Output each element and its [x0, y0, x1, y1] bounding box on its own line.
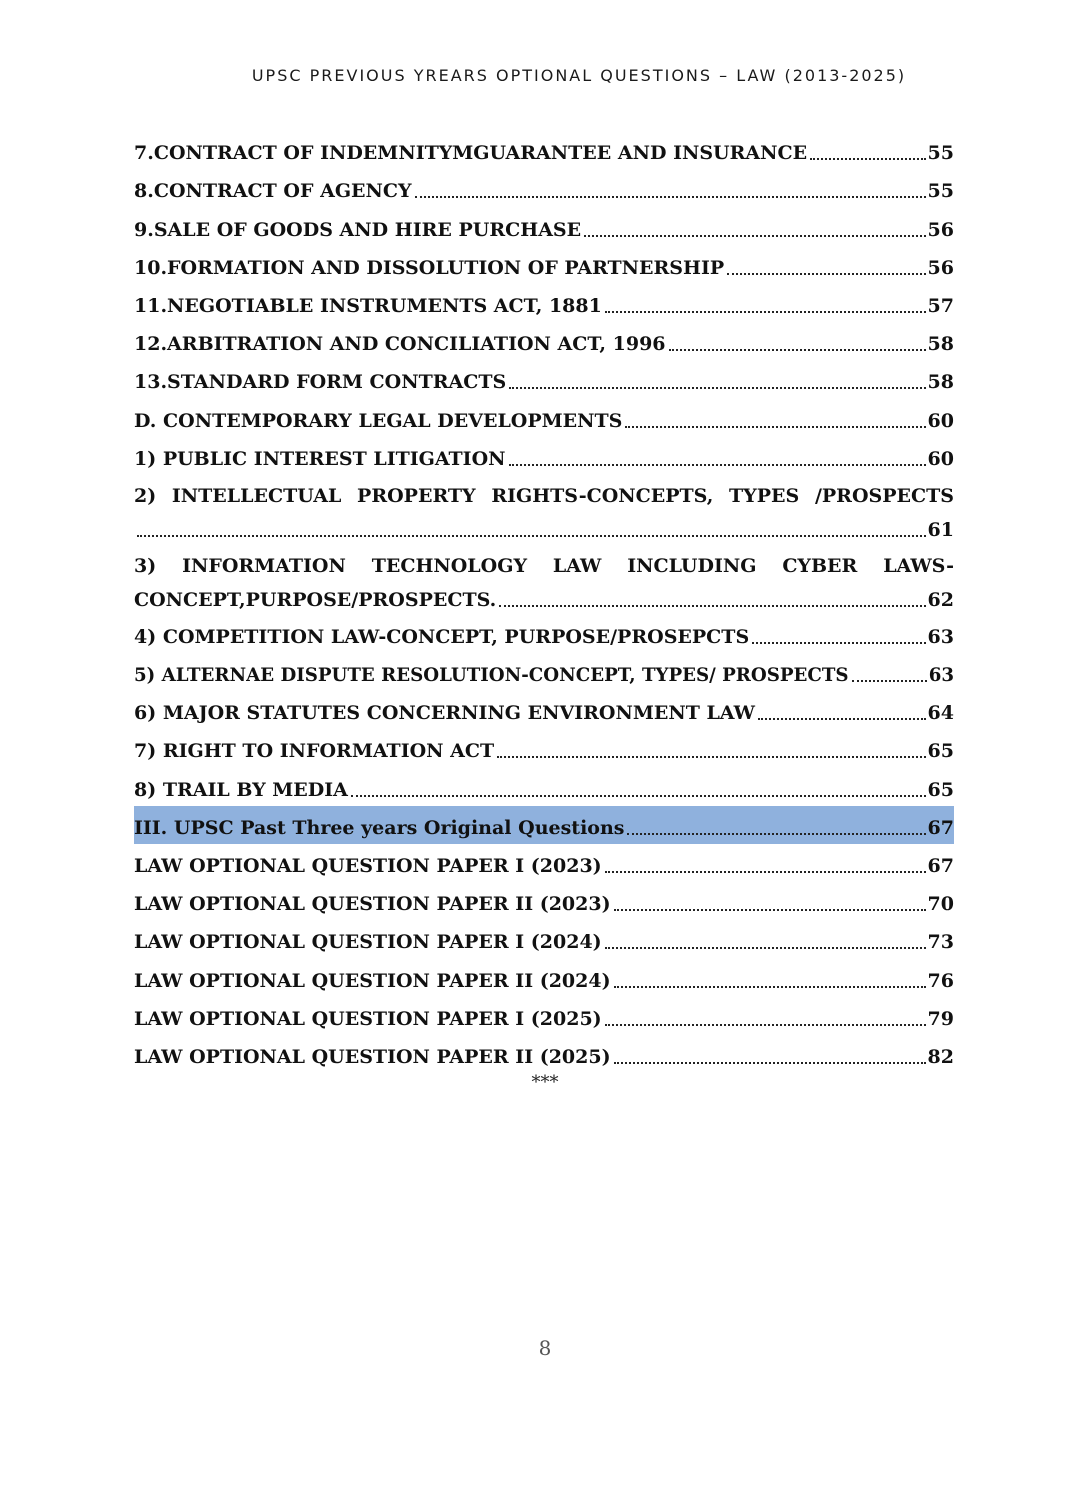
- toc-entry-title: 2) INTELLECTUAL PROPERTY RIGHTS-CONCEPTS, TYPES /PROSPECTS: [134, 484, 954, 507]
- leader-dots: [852, 680, 927, 682]
- toc-entry[interactable]: [134, 246, 954, 284]
- toc-entry-title: 11.NEGOTIABLE INSTRUMENTS ACT, 1881: [134, 294, 602, 317]
- toc-entry-page: 65: [927, 740, 954, 763]
- toc-entry-page: 63: [927, 625, 954, 648]
- section-separator: ***: [531, 1072, 559, 1093]
- toc-entry-page: 61: [927, 518, 954, 541]
- toc-entry[interactable]: [134, 844, 954, 882]
- toc-entry[interactable]: [134, 169, 954, 207]
- toc-entry[interactable]: [134, 882, 954, 920]
- toc-entry-title: 5) ALTERNAE DISPUTE RESOLUTION-CONCEPT, TYPES/ PROSPECTS: [134, 665, 849, 687]
- leader-dots: [605, 871, 926, 873]
- toc-entry-title: 7.CONTRACT OF INDEMNITYMGUARANTEE AND INSURANCE: [134, 142, 808, 165]
- toc-entry[interactable]: [134, 729, 954, 767]
- toc-entry[interactable]: [134, 920, 954, 958]
- toc-entry-title: 12.ARBITRATION AND CONCILIATION ACT, 1996: [134, 333, 666, 356]
- toc-entry[interactable]: [134, 545, 954, 615]
- toc-entry-page: 56: [927, 218, 954, 241]
- toc-entry[interactable]: [134, 284, 954, 322]
- toc-entry-title: 9.SALE OF GOODS AND HIRE PURCHASE: [134, 218, 582, 241]
- leader-dots: [669, 349, 926, 351]
- toc-entry-title: 8) TRAIL BY MEDIA: [134, 778, 348, 801]
- toc-entry-title: LAW OPTIONAL QUESTION PAPER II (2023): [134, 893, 611, 916]
- toc-entry[interactable]: [134, 767, 954, 805]
- toc-entry-title: LAW OPTIONAL QUESTION PAPER II (2025): [134, 1045, 611, 1068]
- leader-dots: [509, 464, 926, 466]
- toc-entry-title: LAW OPTIONAL QUESTION PAPER I (2023): [134, 855, 602, 877]
- leader-dots: [614, 1062, 926, 1064]
- toc-entry[interactable]: [134, 691, 954, 729]
- toc-entry-title: 4) COMPETITION LAW-CONCEPT, PURPOSE/PROSEPCTS: [134, 625, 750, 648]
- toc-entry-highlighted[interactable]: [134, 806, 954, 844]
- leader-dots: [584, 235, 925, 237]
- toc-entry-continuation: [134, 513, 954, 545]
- toc-entry-page: 60: [927, 409, 954, 432]
- toc-entry-title: D. CONTEMPORARY LEGAL DEVELOPMENTS: [134, 409, 623, 432]
- toc-entry-page: 57: [927, 294, 954, 317]
- toc-entry[interactable]: [134, 475, 954, 545]
- leader-dots: [614, 986, 926, 988]
- toc-entry-page: 70: [927, 893, 954, 916]
- leader-dots: [605, 311, 926, 313]
- leader-dots: [627, 833, 925, 835]
- running-header: UPSC PREVIOUS YREARS OPTIONAL QUESTIONS – LAW (2013-2025): [251, 66, 907, 85]
- toc-entry-title: 6) MAJOR STATUTES CONCERNING ENVIRONMENT LAW: [134, 702, 755, 725]
- leader-dots: [727, 273, 925, 275]
- leader-dots: [625, 426, 925, 428]
- toc-entry-title: LAW OPTIONAL QUESTION PAPER I (2025): [134, 1007, 602, 1030]
- toc-entry-page: 67: [927, 816, 954, 839]
- toc-entry[interactable]: [134, 653, 954, 691]
- toc-entry-title-continued: CONCEPT,PURPOSE/PROSPECTS.: [134, 588, 497, 611]
- leader-dots: [415, 196, 926, 198]
- toc-entry-continuation: [134, 583, 954, 615]
- toc-entry[interactable]: [134, 398, 954, 436]
- toc-entry-page: 79: [927, 1007, 954, 1030]
- toc-entry-page: 64: [927, 702, 954, 725]
- toc-entry-title: III. UPSC Past Three years Original Questions: [134, 816, 625, 839]
- toc-entry-page: 76: [927, 969, 954, 992]
- toc-entry-page: 56: [927, 256, 954, 279]
- toc-entry-title: 8.CONTRACT OF AGENCY: [134, 180, 412, 203]
- toc-entry[interactable]: [134, 1035, 954, 1073]
- toc-entry-page: 58: [927, 371, 954, 394]
- leader-dots: [614, 909, 926, 911]
- toc-entry[interactable]: [134, 437, 954, 475]
- toc-entry-page: 82: [927, 1045, 954, 1068]
- toc-entry-page: 62: [927, 588, 954, 611]
- toc-entry-page: 63: [928, 665, 954, 687]
- page-number: 8: [538, 1336, 552, 1360]
- toc-entry-title: 3) INFORMATION TECHNOLOGY LAW INCLUDING CYBER LAWS-: [134, 554, 954, 577]
- toc-entry[interactable]: [134, 615, 954, 653]
- toc-entry[interactable]: [134, 322, 954, 360]
- leader-dots: [499, 605, 925, 607]
- toc-entry[interactable]: [134, 131, 954, 169]
- toc-entry[interactable]: [134, 360, 954, 398]
- toc-entry-title: LAW OPTIONAL QUESTION PAPER II (2024): [134, 969, 611, 992]
- toc-entry-page: 60: [927, 447, 954, 470]
- toc-entry-page: 55: [927, 180, 954, 203]
- toc-entry-page: 58: [927, 333, 954, 356]
- toc-entry-page: 73: [927, 931, 954, 954]
- toc-entry-page: 67: [927, 855, 954, 877]
- leader-dots: [758, 718, 926, 720]
- leader-dots: [752, 642, 925, 644]
- toc-entry[interactable]: [134, 997, 954, 1035]
- toc-entry[interactable]: [134, 958, 954, 996]
- toc-entry-title: 7) RIGHT TO INFORMATION ACT: [134, 740, 495, 763]
- table-of-contents: [134, 131, 954, 1073]
- leader-dots: [509, 387, 925, 389]
- leader-dots: [810, 158, 925, 160]
- toc-entry-title: 1) PUBLIC INTEREST LITIGATION: [134, 447, 506, 470]
- leader-dots: [605, 1024, 926, 1026]
- toc-entry-title: 10.FORMATION AND DISSOLUTION OF PARTNERSHIP: [134, 256, 725, 279]
- leader-dots: [605, 947, 926, 949]
- leader-dots: [351, 795, 926, 797]
- toc-entry-title: 13.STANDARD FORM CONTRACTS: [134, 371, 507, 394]
- toc-entry-title: LAW OPTIONAL QUESTION PAPER I (2024): [134, 931, 602, 954]
- toc-entry-page: 65: [927, 778, 954, 801]
- toc-entry[interactable]: [134, 207, 954, 245]
- leader-dots: [137, 535, 926, 537]
- toc-entry-page: 55: [927, 142, 954, 165]
- leader-dots: [497, 756, 925, 758]
